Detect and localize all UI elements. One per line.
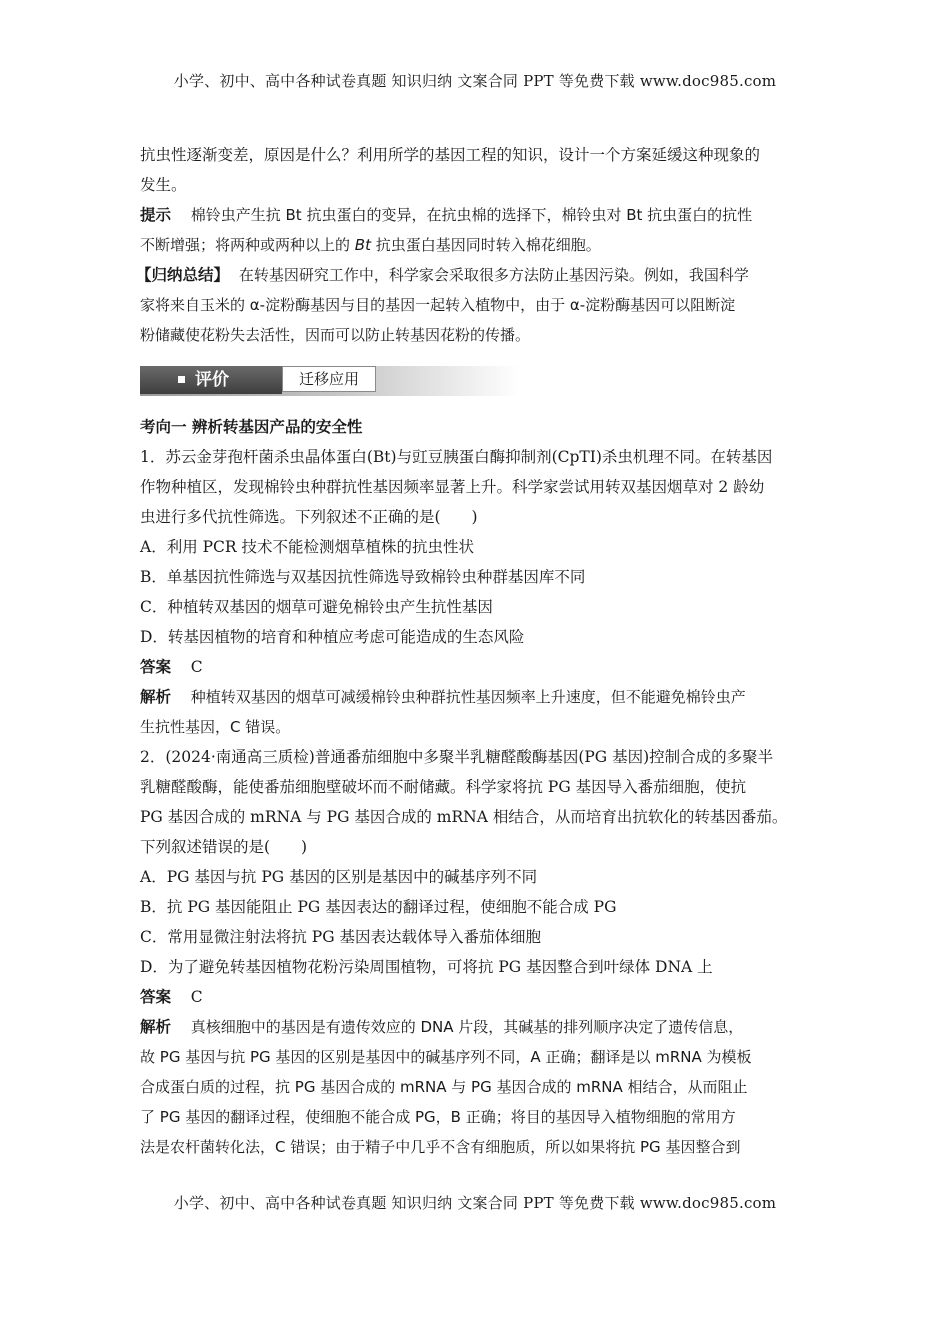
- question-1-stem: 虫进行多代抗性筛选。下列叙述不正确的是( ): [140, 508, 478, 526]
- question-1-option-d: D．转基因植物的培育和种植应考虑可能造成的生态风险: [140, 628, 525, 646]
- hint-text: 棉铃虫产生抗 Bt 抗虫蛋白的变异，在抗虫棉的选择下，棉铃虫对 Bt 抗虫蛋白的抗性: [190, 206, 753, 224]
- page-footer: 小学、初中、高中各种试卷真题 知识归纳 文案合同 PPT 等免费下载 www.doc985.com: [173, 1194, 777, 1212]
- analysis-label: 解析: [140, 1018, 172, 1036]
- question-2-option-a: A．PG 基因与抗 PG 基因的区别是基因中的碱基序列不同: [140, 868, 538, 886]
- hint-paragraph: [140, 230, 812, 260]
- analysis-text: 合成蛋白质的过程，抗 PG 基因合成的 mRNA 与 PG 基因合成的 mRNA 相结合，从而阻止: [140, 1078, 748, 1096]
- hint-text: 不断增强；将两种或两种以上的: [140, 236, 355, 254]
- analysis-text: 了 PG 基因的翻译过程，使细胞不能合成 PG，B 正确；将目的基因导入植物细胞的常用方: [140, 1108, 736, 1126]
- hint-text: 抗虫蛋白基因同时转入棉花细胞。: [370, 236, 601, 254]
- answer-label: 答案: [140, 658, 172, 676]
- question-1-option-b: B．单基因抗性筛选与双基因抗性筛选导致棉铃虫种群基因库不同: [140, 568, 586, 586]
- question-2-answer: [140, 982, 812, 1012]
- banner-light-tab: 迁移应用: [282, 366, 376, 392]
- analysis-text: 真核细胞中的基因是有遗传效应的 DNA 片段，其碱基的排列顺序决定了遗传信息，: [190, 1018, 744, 1036]
- question-2-stem: 乳糖醛酸酶，能使番茄细胞壁破坏而不耐储藏。科学家将抗 PG 基因导入番茄细胞，使抗: [140, 778, 747, 796]
- summary-text: 粉储藏使花粉失去活性，因而可以防止转基因花粉的传播。: [140, 326, 531, 344]
- banner-dark-tab: [140, 366, 282, 394]
- question-1-stem: 1．苏云金芽孢杆菌杀虫晶体蛋白(Bt)与豇豆胰蛋白酶抑制剂(CpTI)杀虫机理不同。在转基因: [140, 448, 773, 466]
- summary-paragraph: [136, 260, 812, 290]
- analysis-text: 法是农杆菌转化法，C 错误；由于精子中几乎不含有细胞质，所以如果将抗 PG 基因整合到: [140, 1138, 741, 1156]
- question-2-stem: 下列叙述错误的是( ): [140, 838, 308, 856]
- question-2-option-d: D．为了避免转基因植物花粉污染周围植物，可将抗 PG 基因整合到叶绿体 DNA 上: [140, 958, 713, 976]
- banner-dark-label: 评价: [195, 370, 229, 390]
- answer-value: C: [190, 988, 203, 1006]
- question-2-stem: 2．(2024·南通高三质检)普通番茄细胞中多聚半乳糖醛酸酶基因(PG 基因)控制合成的多聚半: [140, 748, 774, 766]
- question-1-stem: 作物种植区，发现棉铃虫种群抗性基因频率显著上升。科学家尝试用转双基因烟草对 2 龄幼: [140, 478, 765, 496]
- question-2-option-c: C．常用显微注射法将抗 PG 基因表达载体导入番茄体细胞: [140, 928, 542, 946]
- summary-text: 家将来自玉米的 α-淀粉酶基因与目的基因一起转入植物中，由于 α-淀粉酶基因可以阻断淀: [140, 296, 736, 314]
- question-1-analysis: [140, 682, 812, 712]
- answer-value: C: [190, 658, 203, 676]
- answer-label: 答案: [140, 988, 172, 1006]
- analysis-label: 解析: [140, 688, 172, 706]
- square-icon: [178, 376, 185, 383]
- section-title: 考向一 辨析转基因产品的安全性: [140, 418, 363, 436]
- section-banner: [140, 364, 520, 398]
- intro-line: 发生。: [140, 176, 187, 194]
- question-1-option-a: A．利用 PCR 技术不能检测烟草植株的抗虫性状: [140, 538, 475, 556]
- hint-paragraph: [140, 200, 812, 230]
- analysis-text: 故 PG 基因与抗 PG 基因的区别是基因中的碱基序列不同，A 正确；翻译是以 mRNA 为模板: [140, 1048, 752, 1066]
- analysis-text: 种植转双基因的烟草可减缓棉铃虫种群抗性基因频率上升速度，但不能避免棉铃虫产: [190, 688, 746, 706]
- analysis-text: 生抗性基因，C 错误。: [140, 718, 291, 736]
- question-2-stem: PG 基因合成的 mRNA 与 PG 基因合成的 mRNA 相结合，从而培育出抗软化的转基因番茄。: [140, 808, 788, 826]
- question-1-answer: [140, 652, 812, 682]
- question-2-analysis: [140, 1012, 812, 1042]
- question-1-option-c: C．种植转双基因的烟草可避免棉铃虫产生抗性基因: [140, 598, 493, 616]
- page-header: 小学、初中、高中各种试卷真题 知识归纳 文案合同 PPT 等免费下载 www.doc985.com: [173, 72, 777, 90]
- question-2-option-b: B．抗 PG 基因能阻止 PG 基因表达的翻译过程，使细胞不能合成 PG: [140, 898, 617, 916]
- summary-text: 在转基因研究工作中，科学家会采取很多方法防止基因污染。例如，我国科学: [238, 266, 749, 284]
- summary-label: 【归纳总结】: [136, 266, 230, 284]
- intro-line: 抗虫性逐渐变差，原因是什么？利用所学的基因工程的知识，设计一个方案延缓这种现象的: [140, 146, 761, 164]
- hint-italic: Bt: [354, 236, 371, 254]
- document-body: [136, 140, 812, 1162]
- hint-label: 提示: [140, 206, 172, 224]
